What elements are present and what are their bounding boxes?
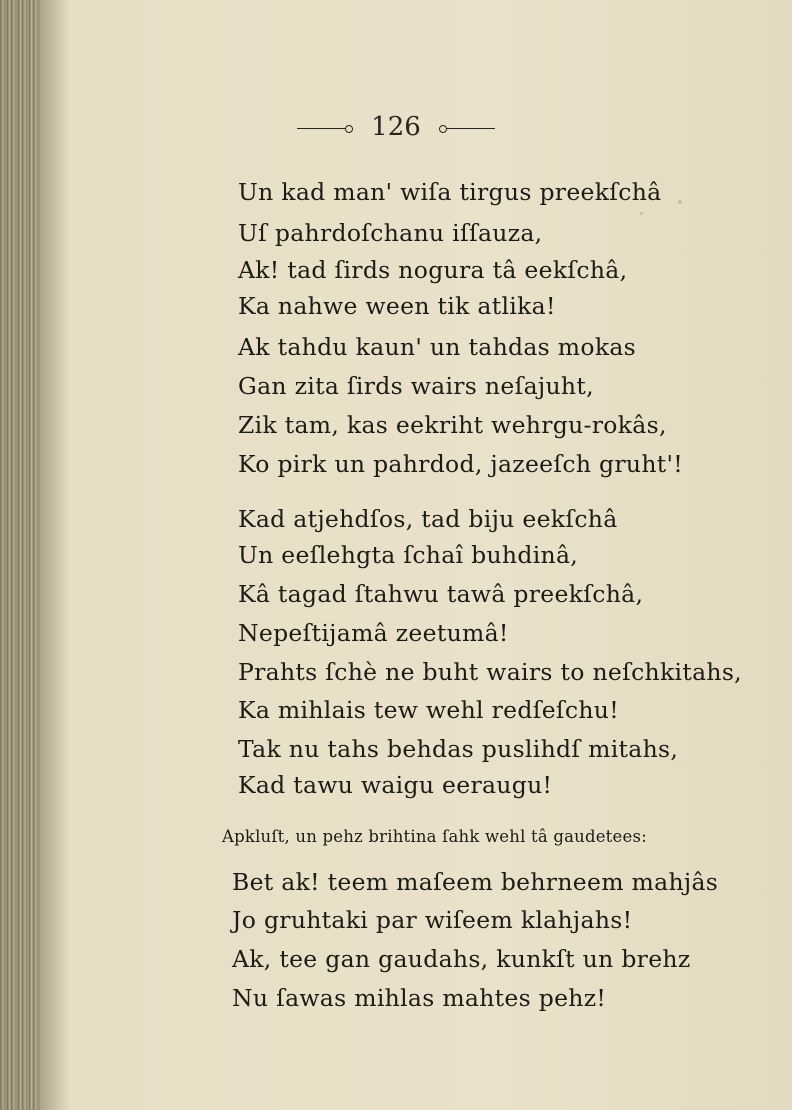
poem-line: Ka nahwe ween tik atlika! [238, 292, 556, 320]
poem-line: Tak nu tahs behdas puslihdſ mitahs, [238, 735, 679, 763]
poem-line: Nu ſawas mihlas mahtes pehz! [232, 984, 607, 1012]
poem-line: Kad tawu waigu eeraugu! [238, 771, 553, 799]
poem-line: Kâ tagad ſtahwu tawâ preekſchâ, [238, 580, 644, 608]
page-number: 126 [371, 112, 421, 142]
poem-line: Un eeſlehgta ſchaî buhdinâ, [238, 541, 579, 569]
poem-line: Zik tam, kas eekriht wehrgu-rokâs, [238, 411, 667, 439]
poem-line: Prahts ſchè ne buht wairs to neſchkitahs, [238, 658, 742, 686]
poem-line: Kad atjehdſos, tad biju eekſchâ [238, 505, 618, 533]
stage-direction: Apkluſt, un pehz brihtina ſahk wehl tâ gaudetees: [222, 827, 647, 846]
poem-line: Bet ak! teem maſeem behrneem mahjâs [232, 868, 719, 896]
poem-line: Jo gruhtaki par wiſeem klahjahs! [232, 906, 633, 934]
poem-line: Ko pirk un pahrdod, jazeeſch gruht'! [238, 450, 684, 478]
poem-line: Nepeſtijamâ zeetumâ! [238, 619, 509, 647]
poem-line: Ak tahdu kaun' un tahdas mokas [238, 333, 637, 361]
poem-line: Ka mihlais tew wehl redſeſchu! [238, 696, 619, 724]
poem-line: Gan zita ſirds wairs neſajuht, [238, 372, 594, 400]
poem-line: Ak, tee gan gaudahs, kunkſt un brehz [232, 945, 691, 973]
poem-line: Uſ pahrdoſchanu iſſauza, [238, 219, 543, 247]
poem-line: Ak! tad ſirds nogura tâ eekſchâ, [238, 256, 628, 284]
poem-line: Un kad man' wiſa tirgus preekſchâ [238, 178, 662, 206]
